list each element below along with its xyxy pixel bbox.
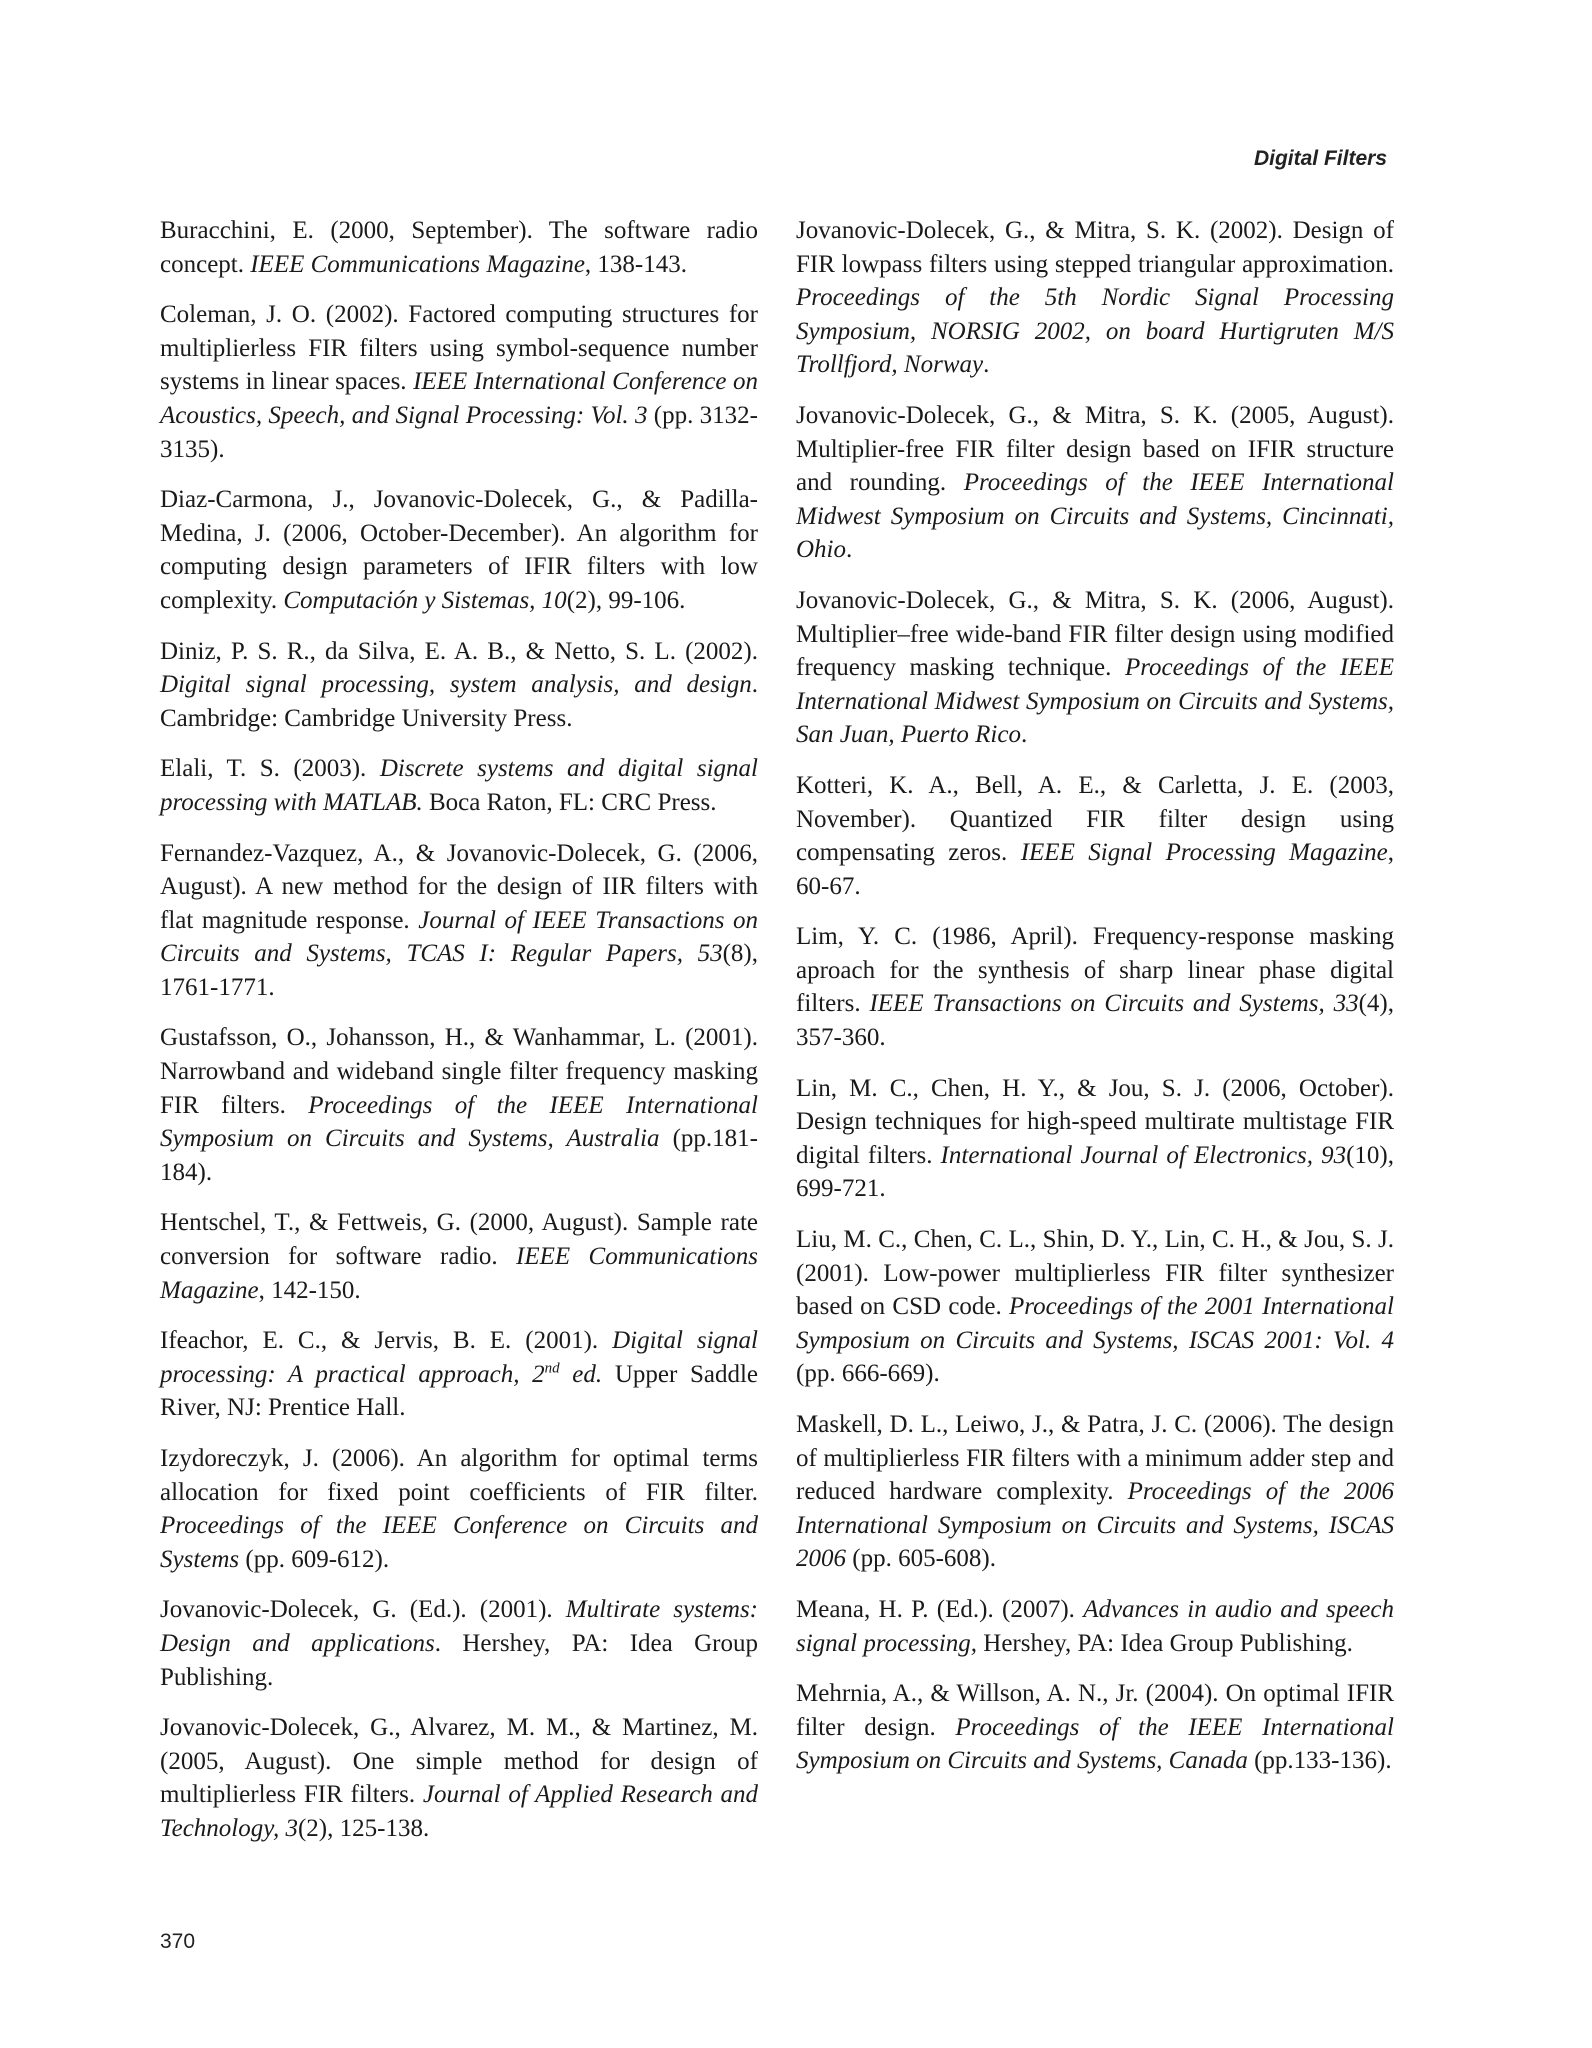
reference-entry: Lin, M. C., Chen, H. Y., & Jou, S. J. (2006, October). Design techniques for high-speed multirate multistage FIR digital filters. International Journal of Electronics, 93(10), 699-721. bbox=[796, 1074, 1394, 1203]
reference-entry: Izydoreczyk, J. (2006). An algorithm for optimal terms allocation for fixed point coefficients of FIR filter. Proceedings of the IEEE Conference on Circuits and Systems (pp. 609-612). bbox=[160, 1445, 758, 1573]
reference-entry: Liu, M. C., Chen, C. L., Shin, D. Y., Lin, C. H., & Jou, S. J. (2001). Low-power multiplierless FIR filter synthesizer based on CSD code. Proceedings of the 2001 International Symposium on Circuits and Systems, ISCAS 2001: Vol. 4 (pp. 666-669). bbox=[796, 1226, 1394, 1388]
reference-entry: Fernandez-Vazquez, A., & Jovanovic-Dolecek, G. (2006, August). A new method for the design of IIR filters with flat magnitude response. Journal of IEEE Transactions on Circuits and Systems, TCAS I: Regular Papers, 53(8), 1761-1771. bbox=[160, 839, 758, 1001]
reference-entry: Jovanovic-Dolecek, G. (Ed.). (2001). Multirate systems: Design and applications. Hershey, PA: Idea Group Publishing. bbox=[160, 1596, 759, 1691]
references-left-column bbox=[160, 214, 758, 1863]
reference-entry: Jovanovic-Dolecek, G., & Mitra, S. K. (2005, August). Multiplier-free FIR filter design based on IFIR structure and rounding. Proceedings of the IEEE International Midwest Symposium on Circuits and Systems, Cincinnati, Ohio. bbox=[796, 401, 1394, 564]
references-right-column bbox=[796, 214, 1394, 1795]
reference-entry: Kotteri, K. A., Bell, A. E., & Carletta, J. E. (2003, November). Quantized FIR filter design using compensating zeros. IEEE Signal Processing Magazine, 60-67. bbox=[796, 771, 1395, 900]
reference-entry: Buracchini, E. (2000, September). The software radio concept. IEEE Communications Magazine, 138-143. bbox=[160, 217, 758, 278]
reference-entry: Coleman, J. O. (2002). Factored computing structures for multiplierless FIR filters using symbol-sequence number systems in linear spaces. IEEE International Conference on Acoustics, Speech, and Signal Processing: Vol. 3 (pp. 3132-3135). bbox=[160, 301, 759, 463]
page-number: 370 bbox=[160, 1930, 196, 1953]
reference-entry: Elali, T. S. (2003). Discrete systems and digital signal processing with MATLAB. Boca Raton, FL: CRC Press. bbox=[160, 755, 758, 816]
reference-entry: Mehrnia, A., & Willson, A. N., Jr. (2004). On optimal IFIR filter design. Proceedings of the IEEE International Symposium on Circuits and Systems, Canada (pp.133-136). bbox=[796, 1680, 1394, 1775]
reference-entry: Maskell, D. L., Leiwo, J., & Patra, J. C. (2006). The design of multiplierless FIR filters with a minimum adder step and reduced hardware complexity. Proceedings of the 2006 International Symposium on Circuits and Systems, ISCAS 2006 (pp. 605-608). bbox=[796, 1411, 1394, 1573]
reference-entry: Jovanovic-Dolecek, G., & Mitra, S. K. (2006, August). Multiplier–free wide-band FIR filter design using modified frequency masking technique. Proceedings of the IEEE International Midwest Symposium on Circuits and Systems, San Juan, Puerto Rico. bbox=[796, 586, 1394, 749]
reference-entry: Diaz-Carmona, J., Jovanovic-Dolecek, G., & Padilla-Medina, J. (2006, October-December). An algorithm for computing design parameters of IFIR filters with low complexity. Computación y Sistemas, 10(2), 99-106. bbox=[160, 486, 758, 614]
reference-entry: Ifeachor, E. C., & Jervis, B. E. (2001). Digital signal processing: A practical approach, 2nd ed. Upper Saddle River, NJ: Prentice Hall. bbox=[160, 1327, 758, 1422]
reference-entry: Gustafsson, O., Johansson, H., & Wanhammar, L. (2001). Narrowband and wideband single filter frequency masking FIR filters. Proceedings of the IEEE International Symposium on Circuits and Systems, Australia (pp.181-184). bbox=[160, 1024, 758, 1186]
reference-entry: Diniz, P. S. R., da Silva, E. A. B., & Netto, S. L. (2002). Digital signal processing, system analysis, and design. Cambridge: Cambridge University Press. bbox=[160, 637, 758, 732]
reference-entry: Lim, Y. C. (1986, April). Frequency-response masking aproach for the synthesis of sharp linear phase digital filters. IEEE Transactions on Circuits and Systems, 33(4), 357-360. bbox=[796, 923, 1394, 1052]
reference-entry: Hentschel, T., & Fettweis, G. (2000, August). Sample rate conversion for software radio. IEEE Communications Magazine, 142-150. bbox=[160, 1209, 758, 1304]
reference-entry: Jovanovic-Dolecek, G., & Mitra, S. K. (2002). Design of FIR lowpass filters using stepped triangular approximation. Proceedings of the 5th Nordic Signal Processing Symposium, NORSIG 2002, on board Hurtigruten M/S Trollfjord, Norway. bbox=[796, 217, 1394, 379]
running-header: Digital Filters bbox=[1253, 147, 1387, 170]
reference-entry: Meana, H. P. (Ed.). (2007). Advances in audio and speech signal processing, Hershey, PA: Idea Group Publishing. bbox=[796, 1595, 1395, 1657]
reference-entry: Jovanovic-Dolecek, G., Alvarez, M. M., & Martinez, M. (2005, August). One simple method for design of multiplierless FIR filters. Journal of Applied Research and Technology, 3(2), 125-138. bbox=[160, 1714, 758, 1842]
